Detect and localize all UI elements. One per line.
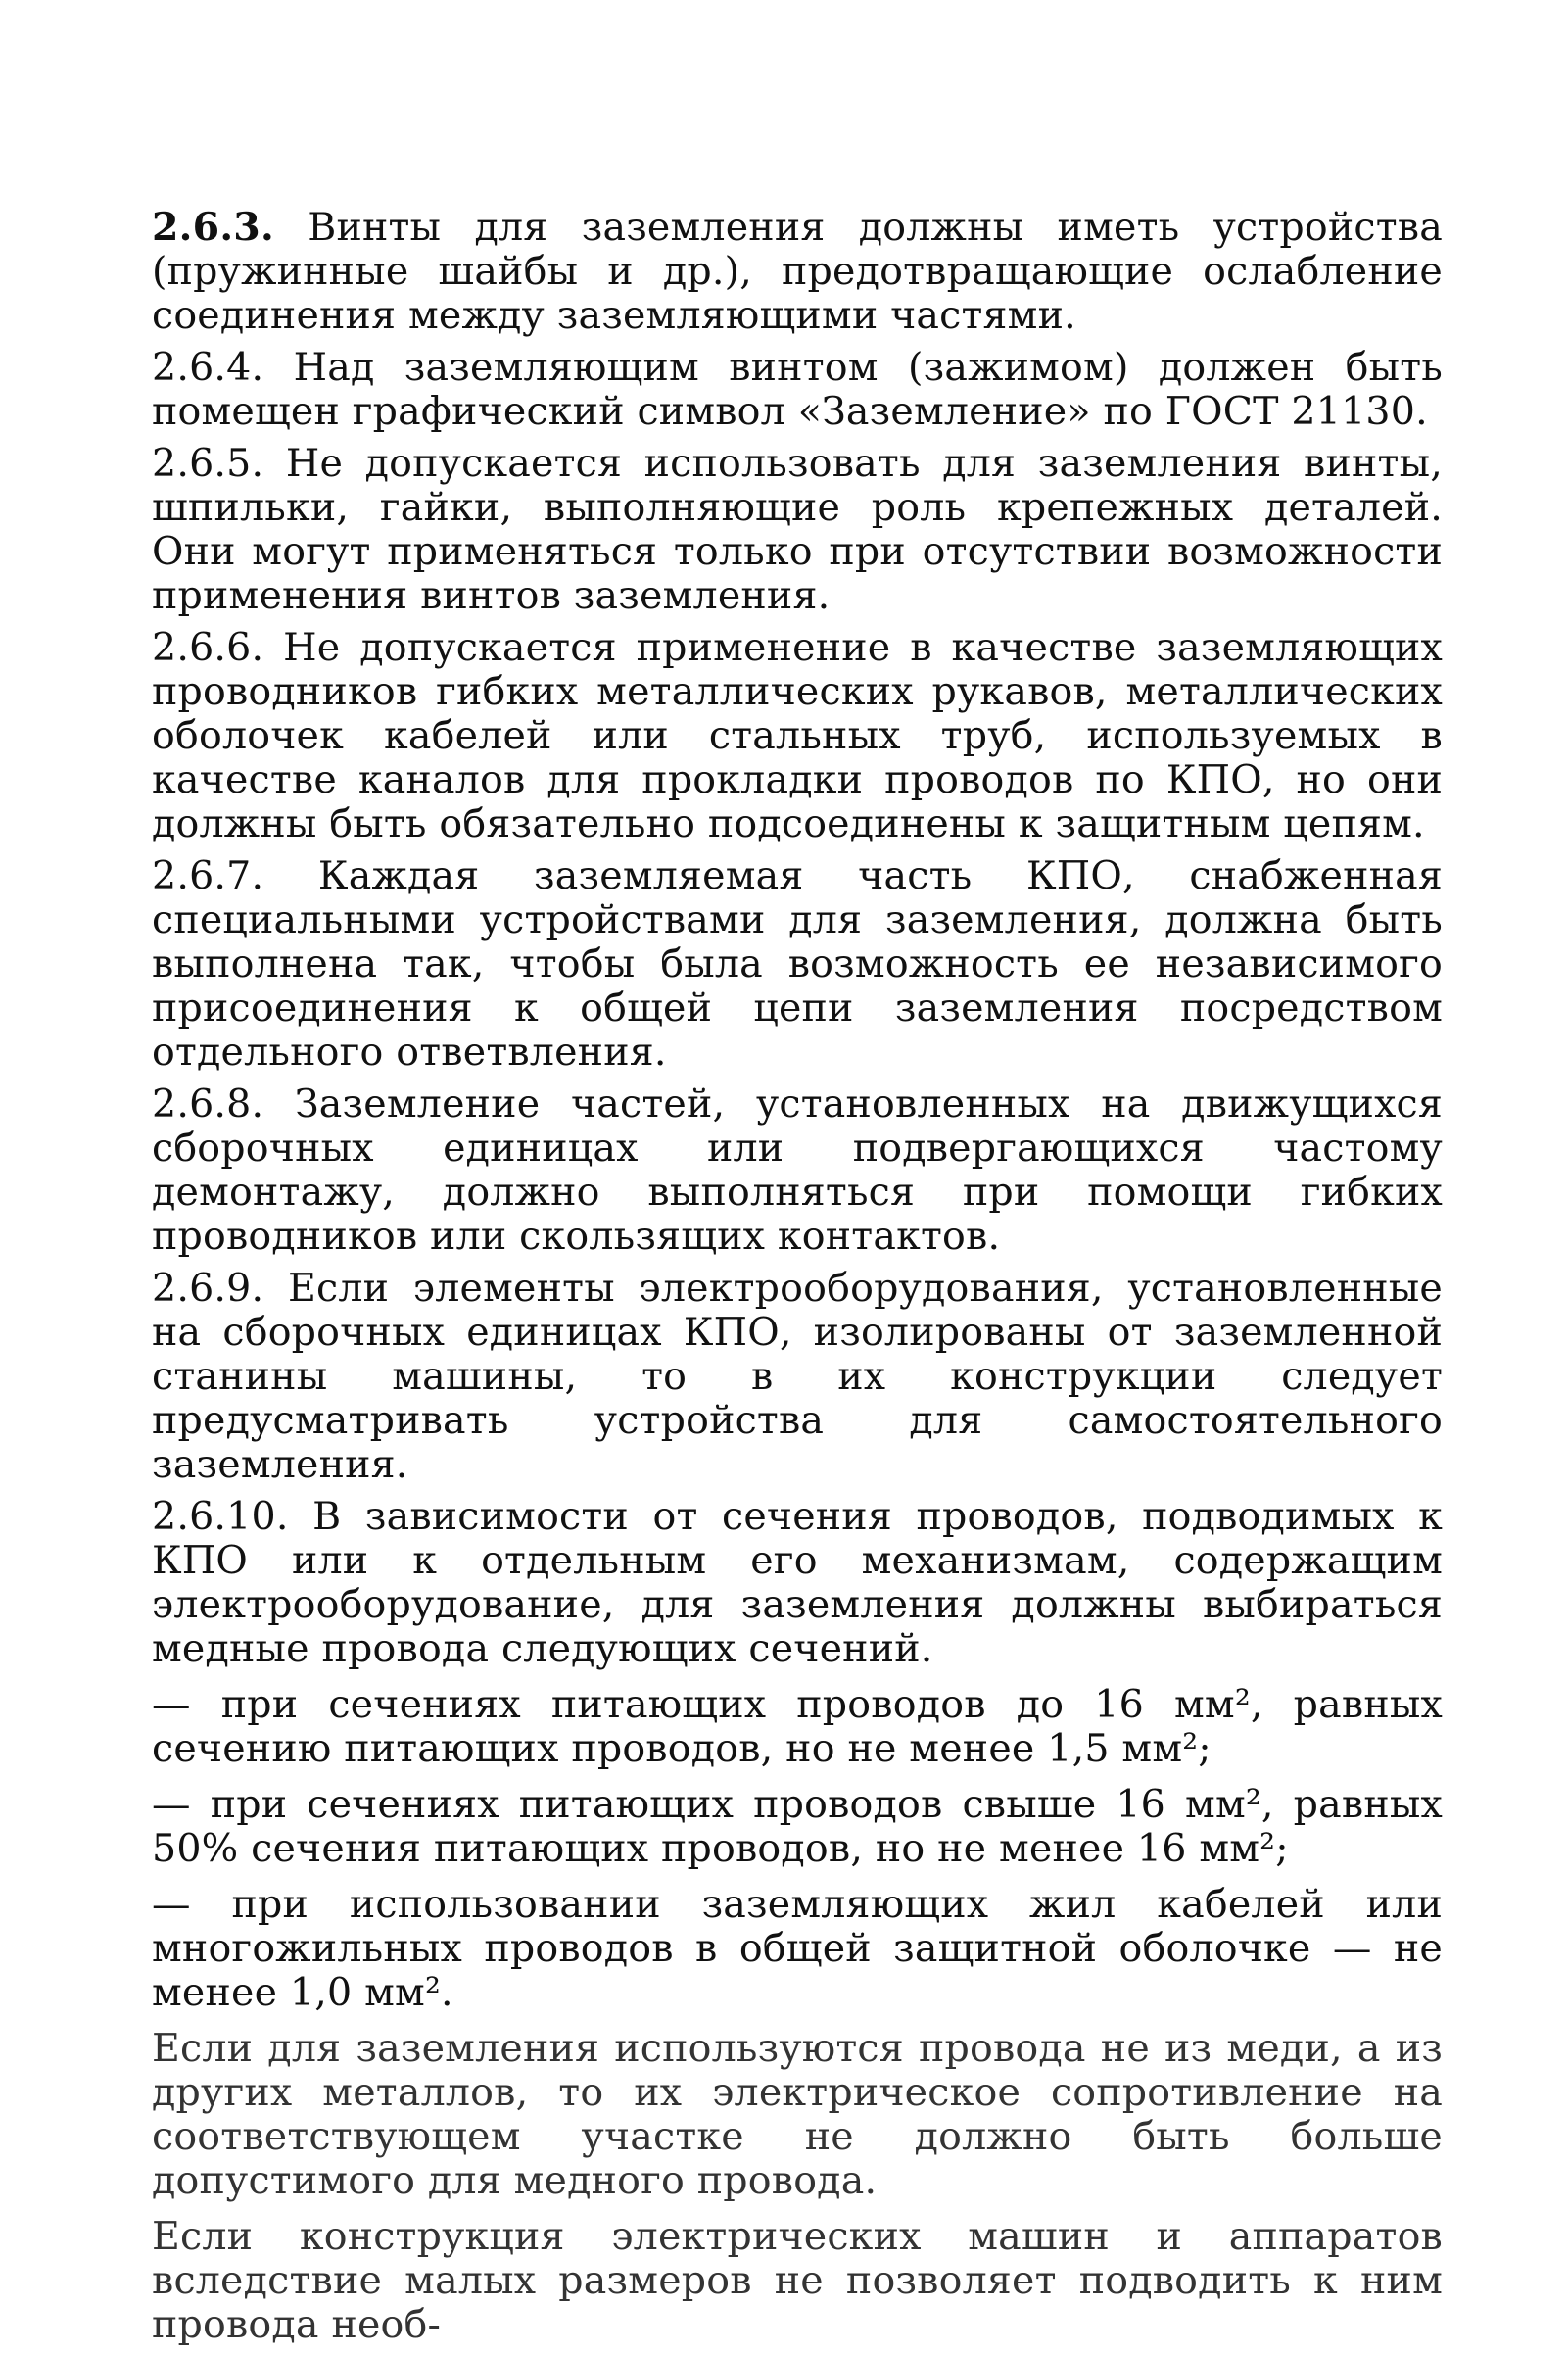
paragraph-text: Заземление частей, установленных на движущихся сборочных единицах или подвергающихся частому демонтажу, должно выполняться при помощи гибких проводников или скользящих контактов. [152,1081,1443,1259]
paragraph-text: Винты для заземления должны иметь устройства (пружинные шайбы и др.), предотвращающие ослабление соединения между заземляющими частями. [152,205,1443,338]
paragraph-text: Над заземляющим винтом (зажимом) должен быть помещен графический символ «Заземление» по ГОСТ 21130. [152,345,1443,434]
paragraph-2-6-9 [152,1267,1443,1487]
page-body [152,206,1443,2355]
list-item-dash-1 [152,1683,1443,1771]
paragraph-number: 2.6.5. [152,441,264,486]
paragraph-2-6-7 [152,854,1443,1075]
paragraph-text: Если элементы электрооборудования, установленные на сборочных единицах КПО, изолированы от заземленной станины машины, то в их конструкции следует предусматривать устройства для самостоятельного заземления. [152,1266,1443,1487]
paragraph-number: 2.6.8. [152,1081,264,1127]
paragraph-2-6-10 [152,1495,1443,1671]
list-dash: — [152,1882,191,1927]
paragraph-text: Если конструкция электрических машин и аппаратов вследствие малых размеров не позволяет подводить к ним провода необ- [152,2214,1443,2347]
list-dash: — [152,1682,191,1727]
paragraph-non-copper-wires [152,2027,1443,2203]
paragraph-number: 2.6.6. [152,625,264,670]
paragraph-text: В зависимости от сечения проводов, подводимых к КПО или к отдельным его механизмам, содержащим электрооборудование, для заземления должны выбираться медные провода следующих сечений. [152,1494,1443,1671]
list-item-dash-2 [152,1783,1443,1871]
list-item-text: при сечениях питающих проводов свыше 16 мм², равных 50% сечения питающих проводов, но не менее 16 мм²; [152,1782,1443,1871]
paragraph-text: Не допускается применение в качестве заземляющих проводников гибких металлических рукавов, металлических оболочек кабелей или стальных труб, используемых в качестве каналов для прокладки проводов по КПО, но они должны быть обязательно подсоединены к защитным цепям. [152,625,1443,846]
paragraph-number: 2.6.3. [152,205,274,250]
paragraph-small-size-devices [152,2215,1443,2347]
paragraph-text: Если для заземления используются провода не из меди, а из других металлов, то их электрическое сопротивление на соответствующем участке не должно быть больше допустимого для медного провода. [152,2026,1443,2203]
list-item-text: при использовании заземляющих жил кабелей или многожильных проводов в общей защитной оболочке — не менее 1,0 мм². [152,1882,1443,2015]
paragraph-2-6-8 [152,1082,1443,1259]
paragraph-number: 2.6.10. [152,1494,289,1539]
list-item-dash-3 [152,1883,1443,2015]
paragraph-2-6-6 [152,626,1443,846]
list-item-text: при сечениях питающих проводов до 16 мм², равных сечению питающих проводов, но не менее 1,5 мм²; [152,1682,1443,1771]
paragraph-text: Не допускается использовать для заземления винты, шпильки, гайки, выполняющие роль крепежных деталей. Они могут применяться только при отсутствии возможности применения винтов заземления. [152,441,1443,618]
paragraph-text: Каждая заземляемая часть КПО, снабженная специальными устройствами для заземления, должна быть выполнена так, чтобы была возможность ее независимого присоединения к общей цепи заземления посредством отдельного ответвления. [152,853,1443,1075]
paragraph-2-6-4 [152,346,1443,434]
paragraph-number: 2.6.4. [152,345,264,390]
list-dash: — [152,1782,191,1827]
paragraph-number: 2.6.9. [152,1266,264,1311]
paragraph-number: 2.6.7. [152,853,264,898]
paragraph-2-6-5 [152,442,1443,618]
paragraph-2-6-3 [152,206,1443,338]
